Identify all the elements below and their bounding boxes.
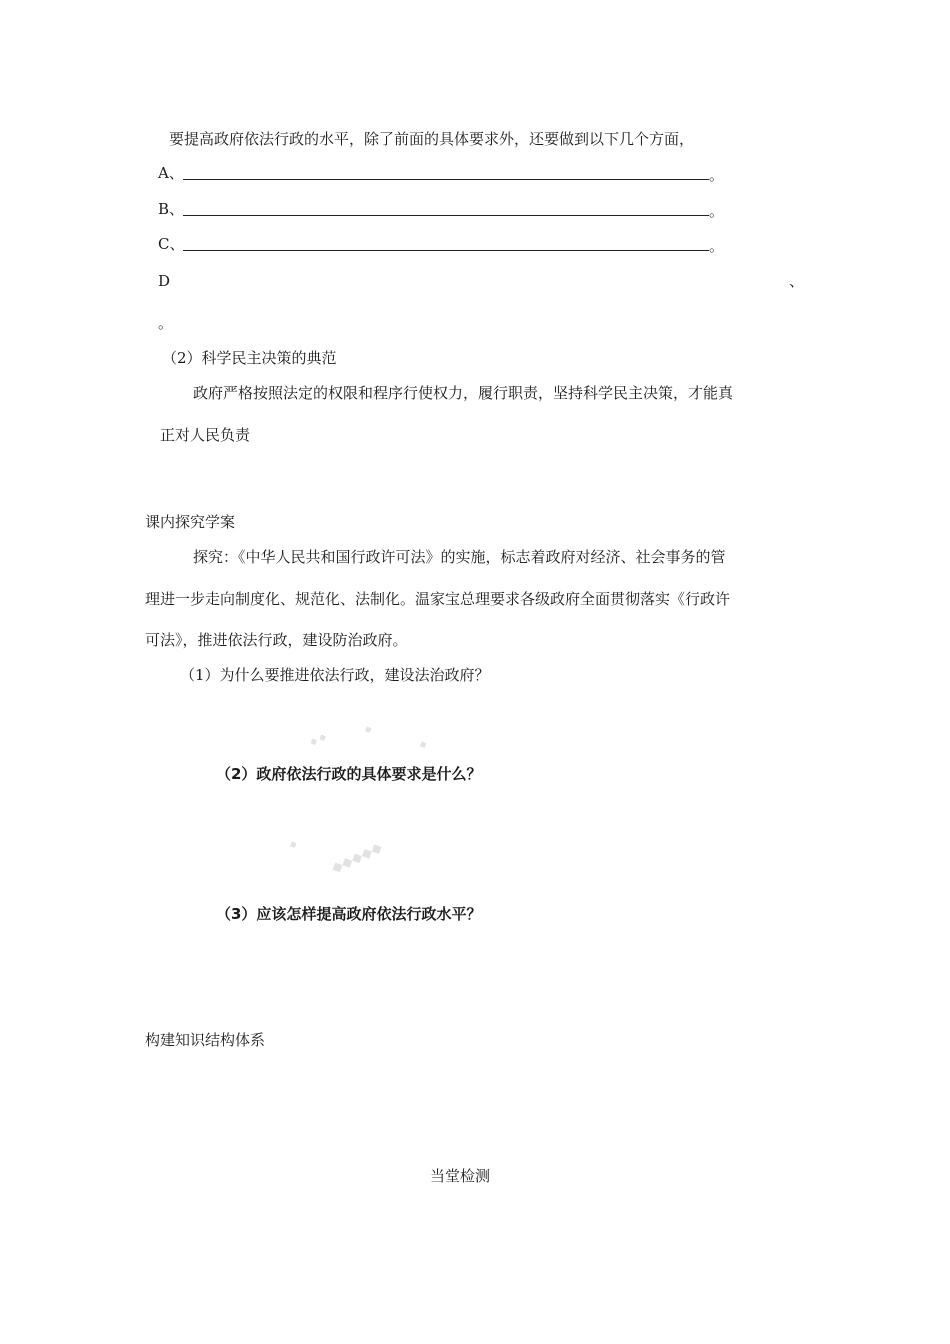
sub2-title: （2）科学民主决策的典范 [162,349,337,367]
question-1: （1）为什么要推进依法行政，建设法治政府？ [180,666,490,684]
trailing-period: 。 [158,314,174,332]
inquiry-para-line3: 可法》，推进依法行政，建设防治政府。 [145,631,408,649]
watermark-mark: ◆ [363,724,374,736]
item-c-blank [183,250,709,251]
item-a-label: A、 [158,164,184,182]
item-a-end: 。 [709,166,725,184]
item-b-label: B、 [158,200,185,218]
sub2-line1: 政府严格按照法定的权限和程序行使权力，履行职责，坚持科学民主决策，才能真 [193,384,734,402]
question-2: （2）政府依法行政的具体要求是什么？ [216,765,482,783]
item-d-label: D [158,272,171,290]
watermark-mark: ◆ ◆ [308,731,329,749]
question-3: （3）应该怎样提高政府依法行政水平？ [216,905,482,923]
inquiry-heading: 课内探究学案 [145,513,236,531]
item-d-end: 、 [789,272,805,290]
item-b-blank [183,215,709,216]
watermark-mark: ◆◆◆◆◆ [329,839,385,877]
test-heading: 当堂检测 [430,1167,491,1185]
item-b-end: 。 [709,202,725,220]
watermark-mark: ◆ [418,739,429,751]
item-c-label: C、 [158,235,185,253]
item-a-blank [183,179,709,180]
sub2-line2: 正对人民负责 [160,426,251,444]
knowledge-heading: 构建知识结构体系 [145,1031,266,1049]
item-c-end: 。 [709,237,725,255]
inquiry-para-line2: 理进一步走向制度化、规范化、法制化。温家宝总理要求各级政府全面贯彻落实《行政许 [145,590,731,608]
watermark-mark: ◆ [288,839,299,851]
intro-text: 要提高政府依法行政的水平，除了前面的具体要求外，还要做到以下几个方面， [169,130,695,148]
inquiry-para-line1: 探究：《中华人民共和国行政许可法》的实施，标志着政府对经济、社会事务的管 [193,548,726,566]
